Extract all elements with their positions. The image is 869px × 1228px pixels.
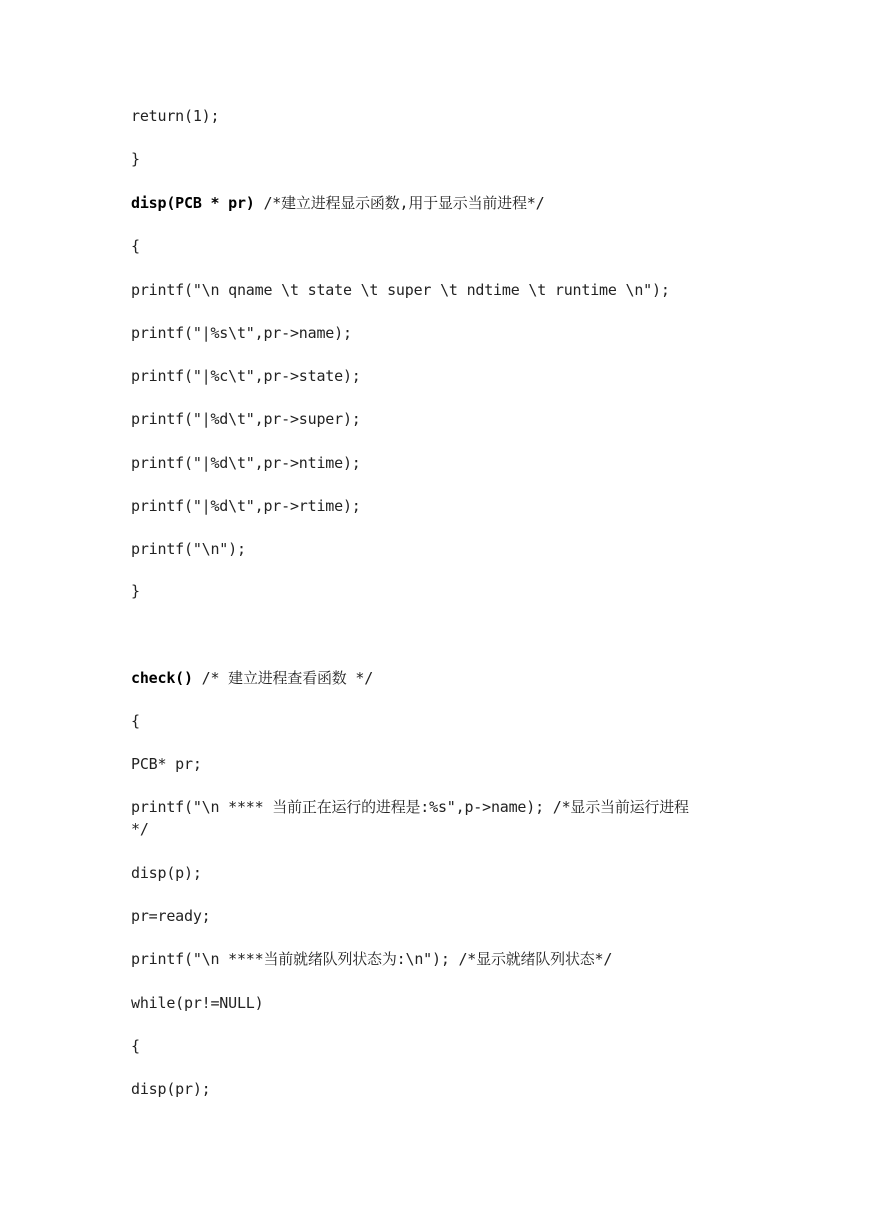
code-line: while(pr!=NULL) xyxy=(131,994,264,1012)
code-line: printf("|%d\t",pr->ntime); xyxy=(131,454,361,472)
function-header-check xyxy=(131,667,751,689)
code-comment: /*建立进程显示函数,用于显示当前进程*/ xyxy=(254,194,545,212)
code-line: { xyxy=(131,1037,140,1055)
code-line: printf("\n"); xyxy=(131,540,246,558)
code-line: disp(pr); xyxy=(131,1080,211,1098)
code-line: PCB* pr; xyxy=(131,755,202,773)
code-line: disp(p); xyxy=(131,864,202,882)
code-comment: /* 建立进程查看函数 */ xyxy=(192,669,374,687)
code-line: { xyxy=(131,237,140,255)
function-header-disp xyxy=(131,192,751,214)
code-line: return(1); xyxy=(131,107,220,125)
code-line: pr=ready; xyxy=(131,907,211,925)
function-signature: check() xyxy=(131,669,193,687)
code-line: } xyxy=(131,582,140,600)
code-line: printf("|%c\t",pr->state); xyxy=(131,367,361,385)
code-line: printf("|%d\t",pr->super); xyxy=(131,410,361,428)
code-line: printf("|%s\t",pr->name); xyxy=(131,324,352,342)
code-line: printf("|%d\t",pr->rtime); xyxy=(131,497,361,515)
code-line: } xyxy=(131,150,140,168)
function-signature: disp(PCB * pr) xyxy=(131,194,255,212)
code-line: printf("\n qname \t state \t super \t ndtime \t runtime \n"); xyxy=(131,281,670,299)
code-line: { xyxy=(131,712,140,730)
code-line: printf("\n **** 当前正在运行的进程是:%s",p->name); /*显示当前运行进程 */ xyxy=(131,798,689,838)
code-line: printf("\n ****当前就绪队列状态为:\n"); /*显示就绪队列状态*/ xyxy=(131,950,613,968)
